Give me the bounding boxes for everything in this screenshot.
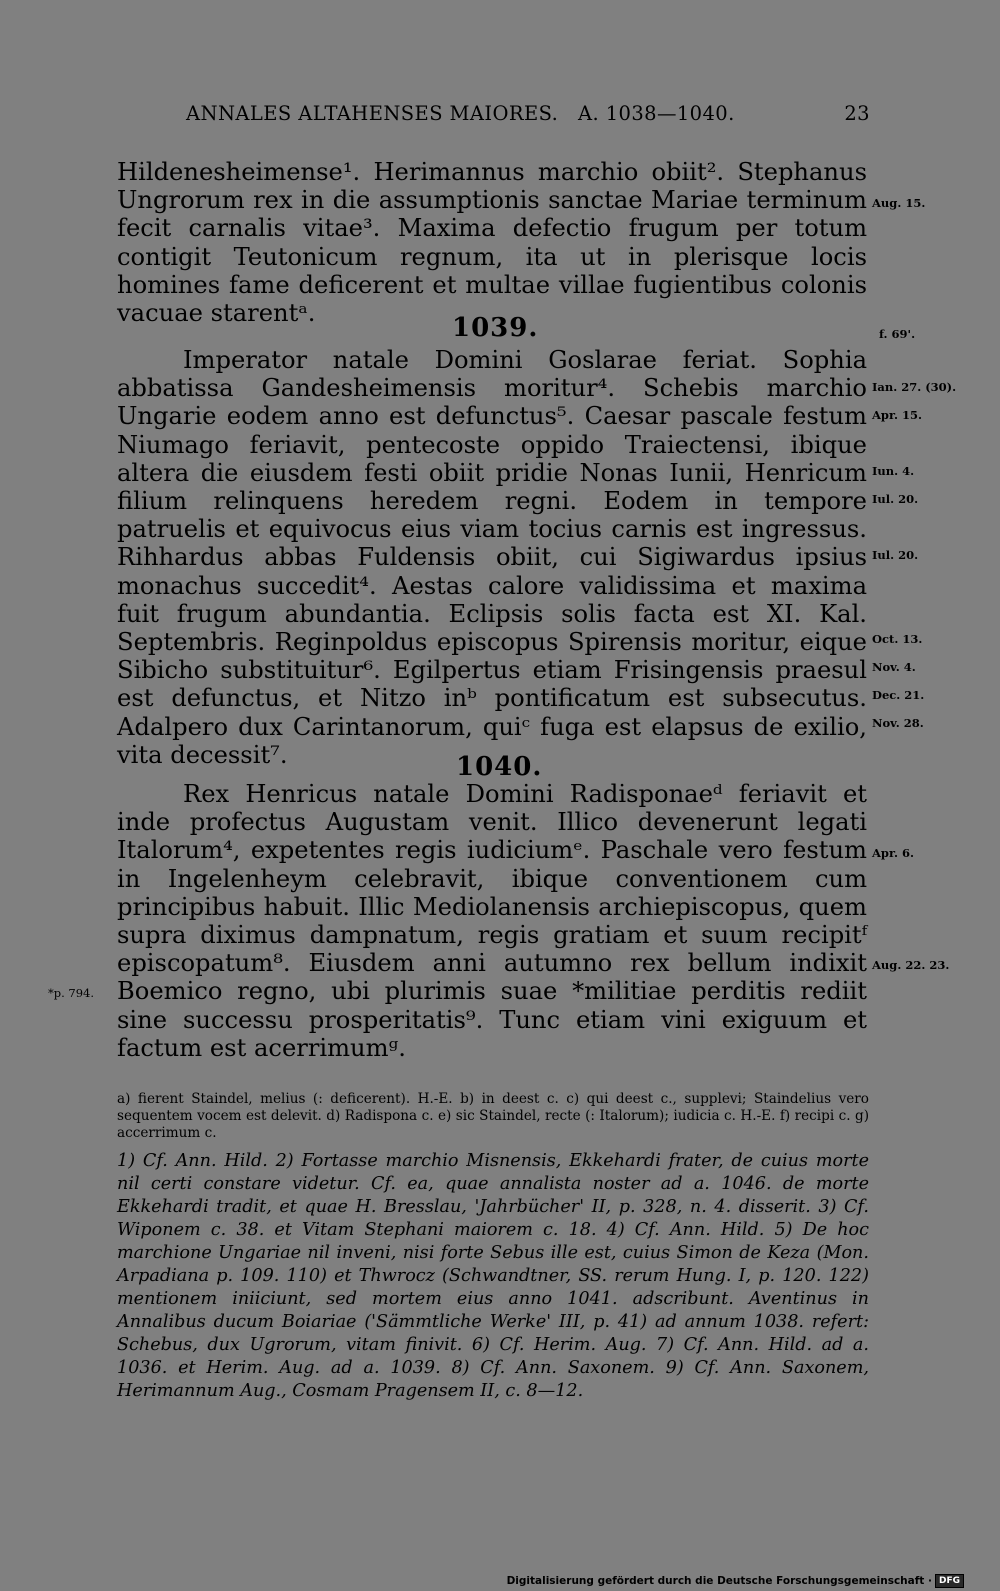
- dfg-logo: DFG: [935, 1574, 964, 1588]
- margin-date-note: Dec. 21.: [872, 688, 925, 702]
- digitization-credit: [507, 1574, 964, 1588]
- year-heading-1039: 1039.: [452, 313, 539, 343]
- year-heading-1040: 1040.: [456, 752, 543, 782]
- paragraph-1040: Rex Henricus natale Domini Radisponaeᵈ feriavit et inde profectus Augustam venit. Illico devenerunt legati Italorum⁴, expetentes regis iudiciumᵉ. Paschale vero festum in Ingelenheym celebravit, ibique conventionem cum principibus habuit. Illic Mediolanensis archiepiscopus, quem supra diximus dampnatum, regis gratiam et suum recipitᶠ episcopatum⁸. Eiusdem anni autumno rex bellum indixit Boemico regno, ubi plurimis suae *militiae perditis rediit sine successu prosperitatis⁹. Tunc etiam vini exiguum et factum est acerrimumᵍ.: [117, 780, 867, 1062]
- margin-date-note: Nov. 4.: [872, 660, 916, 674]
- text-block-1038: [117, 158, 867, 327]
- margin-date-note: Iul. 20.: [872, 548, 919, 562]
- footnotes: [117, 1150, 869, 1403]
- text-block-1040: [117, 780, 867, 1062]
- page-number: 23: [844, 102, 870, 125]
- margin-date-note: Aug. 22. 23.: [872, 958, 950, 972]
- text-block-1039: [117, 346, 867, 769]
- margin-date-note: Aug. 15.: [872, 196, 926, 210]
- margin-date-note: Apr. 6.: [872, 846, 914, 860]
- footnotes-text: 1) Cf. Ann. Hild. 2) Fortasse marchio Misnensis, Ekkehardi frater, de cuius morte nil certi constare videtur. Cf. ea, quae annalista noster ad a. 1046. de morte Ekkehardi tradit, et quae H. Bresslau, 'Jahrbücher' II, p. 328, n. 4. disserit. 3) Cf. Wiponem c. 38. et Vitam Stephani maiorem c. 18. 4) Cf. Ann. Hild. 5) De hoc marchione Ungariae nil inveni, nisi forte Sebus ille est, cuius Simon de Keza (Mon. Arpadiana p. 109. 110) et Thwrocz (Schwandtner, SS. rerum Hung. I, p. 120. 122) mentionem iniiciunt, sed mortem eius anno 1041. adscribunt. Aventinus in Annalibus ducum Boiariae ('Sämmtliche Werke' III, p. 41) ad annum 1038. refert: Schebus, dux Ugrorum, vitam finivit. 6) Cf. Herim. Aug. 7) Cf. Ann. Hild. ad a. 1036. et Herim. Aug. ad a. 1039. 8) Cf. Ann. Saxonem. 9) Cf. Ann. Saxonem, Herimannum Aug., Cosmam Pragensem II, c. 8—12.: [117, 1151, 869, 1401]
- critical-apparatus: [117, 1091, 869, 1142]
- margin-date-note: Iul. 20.: [872, 492, 919, 506]
- running-title: ANNALES ALTAHENSES MAIORES. A. 1038—1040.: [186, 102, 735, 125]
- paragraph-1039: Imperator natale Domini Goslarae feriat. Sophia abbatissa Gandesheimensis moritur⁴. Schebis marchio Ungarie eodem anno est defunctus⁵. Caesar pascale festum Niumago feriavit, pentecoste oppido Traiectensi, ibique altera die eiusdem festi obiit pridie Nonas Iunii, Henricum filium relinquens heredem regni. Eodem in tempore patruelis et equivocus eius viam tocius carnis est ingressus. Rihhardus abbas Fuldensis obiit, cui Sigiwardus ipsius monachus succedit⁴. Aestas calore validissima et maxima fuit frugum abundantia. Eclipsis solis facta est XI. Kal. Septembris. Reginpoldus episcopus Spirensis moritur, eique Sibicho substituitur⁶. Egilpertus etiam Frisingensis praesul est defunctus, et Nitzo inᵇ pontificatum est subsecutus. Adalpero dux Carintanorum, quiᶜ fuga est elapsus de exilio, vita decessit⁷.: [117, 346, 867, 769]
- margin-date-note: Nov. 28.: [872, 716, 924, 730]
- page-reference-note: *p. 794.: [48, 986, 95, 1000]
- paragraph-1038: Hildenesheimense¹. Herimannus marchio obiit². Stephanus Ungrorum rex in die assumptionis sanctae Mariae terminum fecit carnalis vitae³. Maxima defectio frugum per totum contigit Teutonicum regnum, ita ut in plerisque locis homines fame deficerent et multae villae fugientibus colonis vacuae starentᵃ.: [117, 158, 867, 328]
- margin-date-note: Iun. 4.: [872, 464, 915, 478]
- margin-date-note: Ian. 27. (30).: [872, 380, 957, 394]
- apparatus-text: a) fierent Staindel, melius (: deficerent). H.-E. b) in deest c. c) qui deest c., supplevi; Staindelius vero sequentem vocem est delevit. d) Radispona c. e) sic Staindel, recte (: Italorum); iudicia c. H.-E. f) recipi c. g) accerrimum c.: [117, 1091, 869, 1141]
- running-header: [186, 102, 870, 125]
- credit-text: Digitalisierung gefördert durch die Deutsche Forschungsgemeinschaft ·: [506, 1575, 932, 1587]
- margin-date-note: Oct. 13.: [872, 632, 923, 646]
- folio-note: f. 69'.: [879, 327, 916, 341]
- margin-date-note: Apr. 15.: [872, 408, 922, 422]
